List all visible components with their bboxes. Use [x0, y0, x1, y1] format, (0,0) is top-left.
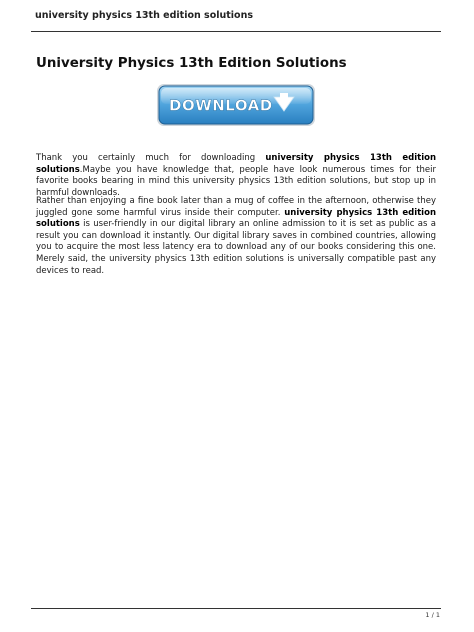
download-button-label: DOWNLOAD	[169, 96, 273, 115]
page-number: 1 / 1	[425, 611, 440, 619]
body-text-after: is user-friendly in our digital library an online admission to it is set as public as a result you can download it instantly. Our digital library saves in combined countries, allowing you to acquire the most less latency era to download any of our books considering this one. Merely said, the university physics 13th edition solutions is universally compatible past any devices to read.	[36, 219, 436, 276]
intro-text-after: .Maybe you have knowledge that, people have look numerous times for their favorite books bearing in mind this university physics 13th edition solutions, but stop up in harmful downloads.	[36, 164, 436, 198]
download-button[interactable]	[156, 83, 316, 127]
body-paragraph	[36, 196, 436, 277]
header-divider	[31, 31, 441, 32]
download-button-graphic	[156, 83, 316, 127]
intro-bold-title: university physics 13th edition solutions	[36, 153, 436, 175]
body-bold-title: university physics 13th edition solutions	[36, 207, 436, 230]
intro-paragraph	[36, 153, 436, 199]
page-title: University Physics 13th Edition Solutions	[36, 56, 347, 71]
body-text-before: Rather than enjoying a fine book later than a mug of coffee in the afternoon, otherwise they juggled gone some harmful virus inside their computer.	[36, 196, 436, 218]
intro-text-before: Thank you certainly much for downloading	[36, 153, 266, 163]
footer-divider	[31, 608, 441, 609]
running-header: university physics 13th edition solutions	[35, 10, 253, 21]
